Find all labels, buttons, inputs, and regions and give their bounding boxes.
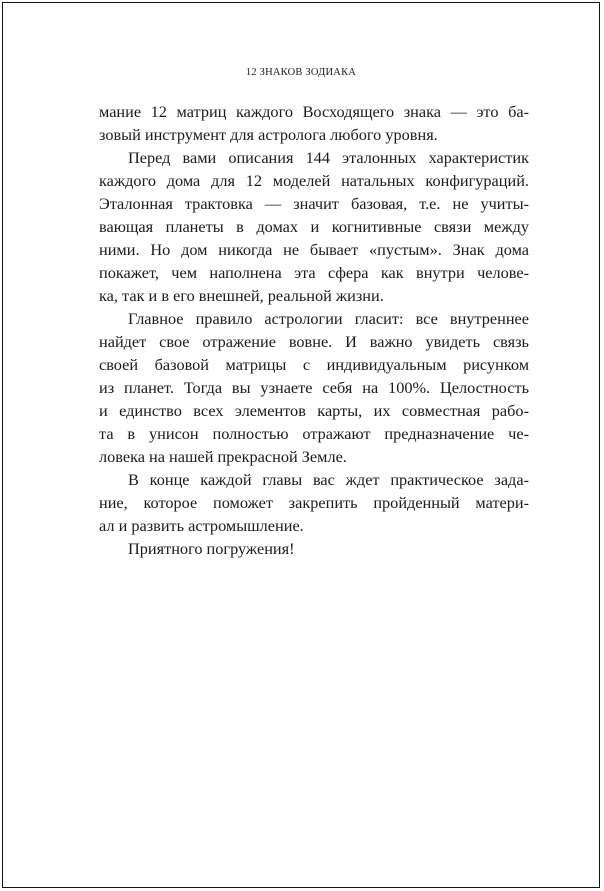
text-line: та в унисон полностью отражают предназначение че-: [99, 424, 529, 443]
book-page: [2, 2, 600, 888]
text-line: вающая планеты в домах и когнитивные связи между: [99, 217, 529, 236]
text-line: ними. Но дом никогда не бывает «пустым». Знак дома: [99, 240, 529, 259]
paragraph-first-line: Главное правило астрологии гласит: все внутреннее: [128, 309, 529, 328]
text-line: мание 12 матриц каждого Восходящего знака — это ба-: [99, 102, 529, 121]
paragraph-first-line: Перед вами описания 144 эталонных характеристик: [128, 148, 529, 167]
text-line: своей базовой матрицы с индивидуальным рисунком: [99, 355, 529, 374]
body-text: [99, 100, 529, 560]
paragraph-first-line: В конце каждой главы вас ждет практическое зада-: [128, 470, 529, 489]
text-line: ал и развить астромышление.: [99, 516, 304, 535]
text-line: каждого дома для 12 моделей натальных конфигураций.: [99, 171, 529, 190]
text-line: и единство всех элементов карты, их совместная рабо-: [99, 401, 529, 420]
text-line: Эталонная трактовка — значит базовая, т.е. не учиты-: [99, 194, 529, 213]
text-line: ка, так и в его внешней, реальной жизни.: [99, 286, 384, 305]
text-line: зовый инструмент для астролога любого уровня.: [99, 125, 438, 144]
text-line: найдет свое отражение вовне. И важно увидеть связь: [99, 332, 529, 351]
running-head: 12 ЗНАКОВ ЗОДИАКА: [245, 67, 357, 78]
text-line: покажет, чем наполнена эта сфера как внутри челове-: [99, 263, 529, 282]
text-line: ние, которое поможет закрепить пройденный матери-: [99, 493, 529, 512]
text-line: из планет. Тогда вы узнаете себя на 100%. Целостность: [99, 378, 529, 397]
paragraph-first-line: Приятного погружения!: [128, 539, 295, 558]
text-line: ловека на нашей прекрасной Земле.: [99, 447, 347, 466]
